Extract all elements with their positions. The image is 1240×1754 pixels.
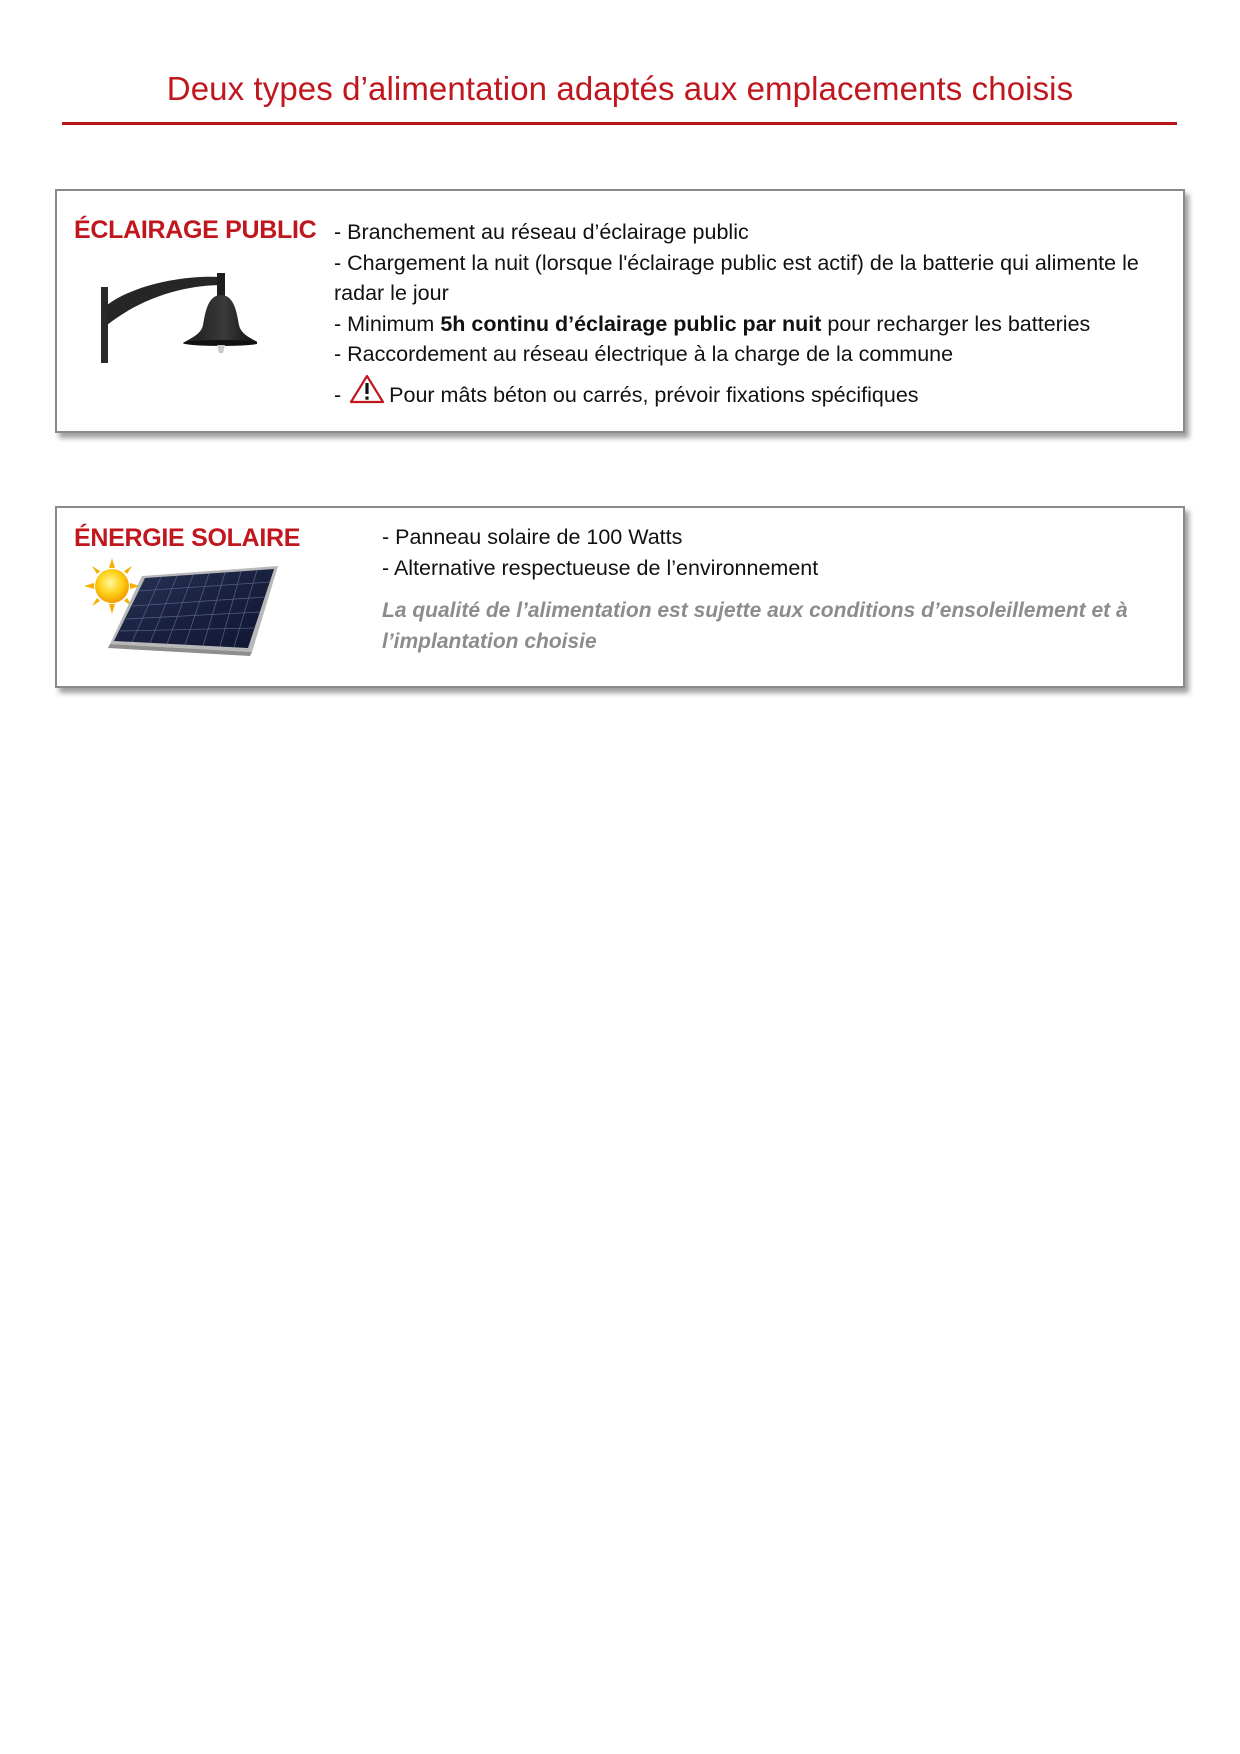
page-title: Deux types d’alimentation adaptés aux emplacements choisis [166, 70, 1074, 107]
list-item: - Panneau solaire de 100 Watts [382, 525, 683, 549]
list-item-emphasis: 5h continu d’éclairage public par nuit [440, 311, 822, 336]
solaire-feature-list [382, 522, 1162, 583]
list-item [334, 309, 1164, 340]
list-item: - Alternative respectueuse de l’environnement [382, 555, 819, 580]
warning-text: Pour mâts béton ou carrés, prévoir fixations spécifiques [389, 382, 919, 407]
solar-illustration [82, 556, 282, 666]
eclairage-feature-list [334, 217, 1164, 410]
solaire-heading: ÉNERGIE SOLAIRE [74, 524, 301, 552]
list-item: - Raccordement au réseau électrique à la charge de la commune [334, 342, 954, 366]
list-item: - Chargement la nuit (lorsque l'éclairage public est actif) de la batterie qui alimente le radar le jour [334, 250, 1139, 305]
solaire-note: La qualité de l’alimentation est sujette aux conditions d’ensoleillement et à l’implantation choisie [382, 599, 1128, 653]
list-item-prefix: - Minimum [334, 311, 441, 336]
warning-dash: - [334, 382, 348, 407]
solar-panel-icon [108, 566, 278, 656]
eclairage-public-card [55, 189, 1185, 433]
eclairage-heading: ÉCLAIRAGE PUBLIC [74, 216, 317, 244]
warning-icon [349, 374, 385, 404]
list-item-suffix: pour recharger les batteries [821, 311, 1091, 336]
energie-solaire-card [55, 506, 1185, 688]
street-lamp-icon [97, 265, 257, 365]
list-item: - Branchement au réseau d’éclairage public [334, 220, 749, 244]
title-divider [62, 122, 1177, 125]
list-item-warning [334, 374, 1164, 411]
